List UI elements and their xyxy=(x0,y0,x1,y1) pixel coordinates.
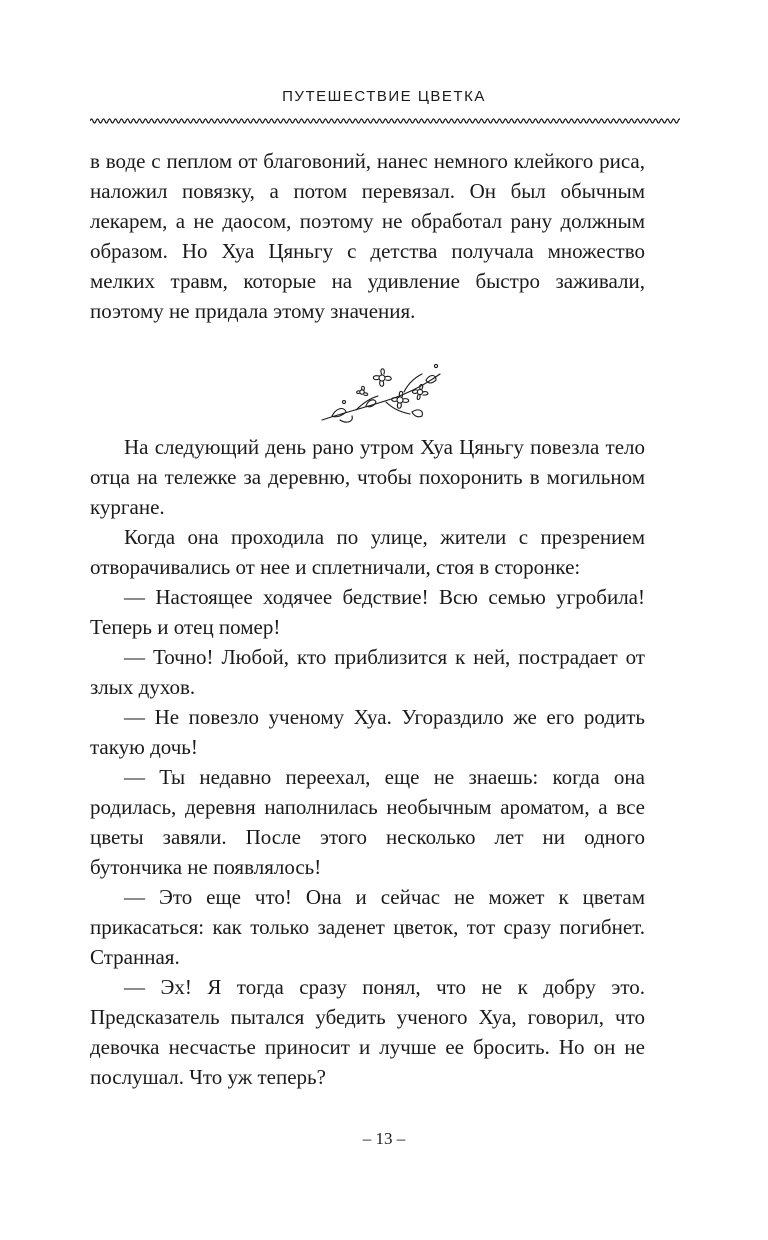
running-title: ПУТЕШЕСТВИЕ ЦВЕТКА xyxy=(282,88,486,105)
dialogue-line: — Это еще что! Она и сейчас не может к цветам прикасаться: как только заденет цветок, тот сразу погибнет. Странная. xyxy=(90,885,645,969)
paragraph: Когда она проходила по улице, жители с презрением отворачивались от нее и сплетничали, стоя в сторонке: xyxy=(90,525,645,579)
text-block-top xyxy=(90,146,645,326)
dialogue-line: — Эх! Я тогда сразу понял, что не к добру это. Предсказатель пытался убедить ученого Хуа, говорил, что девочка несчастье приносит и лучше ее бросить. Но он не послушал. Что уж теперь? xyxy=(90,975,645,1089)
paragraph-continuation: в воде с пеплом от благовоний, нанес немного клейкого риса, наложил повязку, а потом перевязал. Он был обычным лекарем, а не даосом, поэтому не обработал рану должным образом. Но Хуа Цяньгу с детства получала множество мелких травм, которые на удивление быстро заживали, поэтому не придала этому значения. xyxy=(90,149,645,323)
paragraph: На следующий день рано утром Хуа Цяньгу повезла тело отца на тележке за деревню, чтобы похоронить в могильном кургане. xyxy=(90,435,645,519)
wavy-divider xyxy=(90,116,680,126)
dialogue-line: — Не повезло ученому Хуа. Угораздило же его родить такую дочь! xyxy=(90,705,645,759)
page-number: – 13 – xyxy=(362,1129,406,1148)
dialogue-line: — Ты недавно переехал, еще не знаешь: когда она родилась, деревня наполнилась необычным ароматом, а все цветы завяли. После этого несколько лет ни одного бутончика не появлялось! xyxy=(90,765,645,879)
dialogue-line: — Настоящее ходячее бедствие! Всю семью угробила! Теперь и отец помер! xyxy=(90,585,645,639)
text-block-bottom xyxy=(90,432,645,1092)
dialogue-line: — Точно! Любой, кто приблизится к ней, пострадает от злых духов. xyxy=(90,645,645,699)
flower-branch-icon xyxy=(316,362,446,430)
